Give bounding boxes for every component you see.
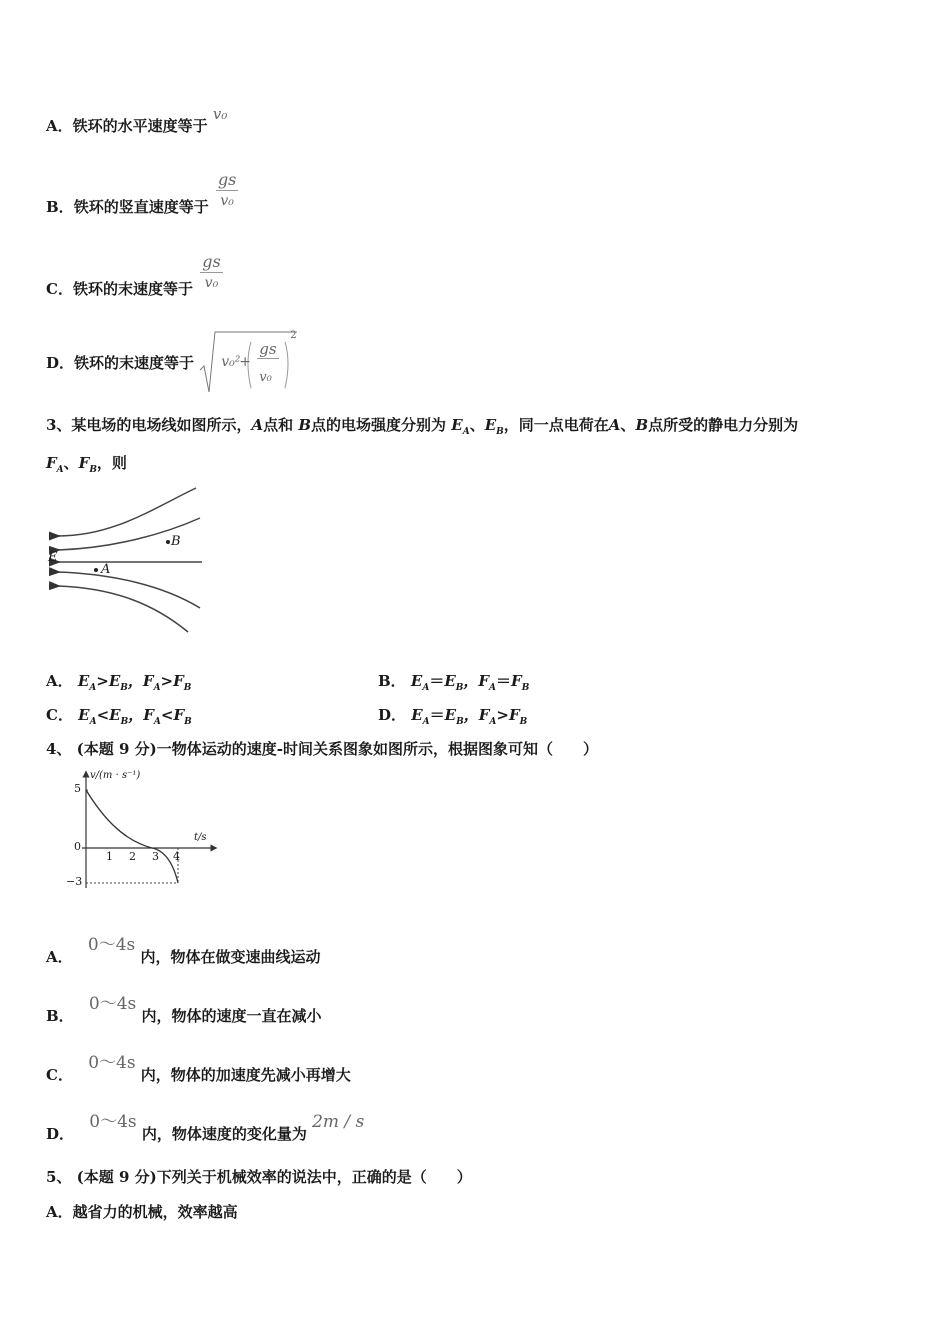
exponent: 2 (290, 330, 297, 341)
option-label: A． (46, 948, 73, 966)
v0-squared: v₀² (221, 354, 241, 370)
relation: ＝ (429, 672, 445, 690)
fa-symbol (46, 454, 64, 475)
point-a-dot (94, 568, 98, 572)
time-range: 0～4s (88, 1053, 136, 1073)
q3-stem-line1 (46, 414, 798, 437)
q3-option-b (378, 670, 529, 693)
time-range: 0～4s (88, 994, 137, 1014)
q3-stem-line2 (46, 452, 127, 475)
option-label: A． (46, 1203, 73, 1221)
velocity-time-graph (62, 770, 222, 896)
option-label: A． (46, 672, 73, 690)
subscript: B (496, 427, 504, 437)
numerator: gs (202, 252, 221, 271)
field-lines-diagram (44, 484, 214, 636)
option-text: 铁环的末速度等于 (74, 354, 195, 372)
q3-option-c (46, 704, 192, 727)
q4-option-a (46, 930, 321, 966)
q4-option-b (46, 989, 322, 1025)
option-expr: $E_A<E_B$，$F_A<F_B$ (72, 706, 192, 727)
relation: > (96, 672, 109, 690)
subscript: A (462, 427, 470, 437)
field-line-4 (58, 572, 200, 608)
point-b: B (298, 416, 312, 434)
y-tick-5: 5 (74, 782, 81, 795)
option-label: C． (46, 706, 73, 724)
fb-symbol (78, 454, 97, 475)
label-a: A (101, 562, 111, 577)
option-expr: $E_A=E_B$，$F_A>F_B$ (406, 706, 528, 727)
point-b: B (635, 416, 649, 434)
time-range: 0～4s (89, 1112, 137, 1132)
q4-option-c (46, 1048, 351, 1084)
plus-sign: + (239, 354, 251, 370)
denominator: v₀ (220, 193, 234, 209)
relation: ＝ (496, 672, 512, 690)
vt-graph-svg (62, 770, 222, 892)
y-tick-minus3: −3 (66, 875, 83, 888)
y-axis-label: v/(m · s⁻¹) (90, 770, 141, 781)
sqrt-expression (199, 330, 299, 394)
velocity-change-value: 2m / s (312, 1112, 365, 1132)
f-letter: F (46, 454, 57, 472)
stem-text: 3、某电场的电场线如图所示， (46, 416, 252, 434)
numerator: gs (259, 340, 277, 358)
option-label: D． (46, 1125, 75, 1143)
q2-option-d (46, 330, 299, 394)
formula-v0: v₀ (212, 105, 228, 123)
label-e: E (48, 550, 58, 565)
relation: > (496, 706, 509, 724)
stem-text: ，则 (96, 454, 127, 472)
denominator: v₀ (259, 370, 272, 385)
option-text: 铁环的末速度等于 (72, 279, 193, 298)
option-expr: $E_A=E_B$，$F_A=F_B$ (405, 672, 530, 693)
option-text: 内，物体的速度一直在减小 (141, 1007, 322, 1025)
relation: > (160, 672, 174, 690)
subscript: B (89, 465, 97, 475)
point-a: A (251, 416, 264, 434)
point-a: A (608, 416, 621, 434)
relation: < (160, 706, 174, 724)
option-text: 铁环的水平速度等于 (72, 117, 208, 135)
x-tick-2: 2 (129, 850, 136, 863)
fraction-gs-over-v0 (200, 252, 222, 291)
q3-option-a (46, 670, 191, 693)
point-b-dot (166, 540, 170, 544)
e-letter: E (484, 416, 497, 434)
option-label: D． (378, 706, 407, 724)
option-text: 内，物体在做变速曲线运动 (140, 948, 321, 966)
q4-stem: 4、 (本题 9 分)一物体运动的速度-时间关系图象如图所示，根据图象可知（ ） (46, 740, 598, 758)
time-range: 0～4s (87, 935, 136, 955)
option-label: B． (46, 197, 74, 216)
label-b: B (171, 534, 181, 549)
denominator: v₀ (204, 275, 219, 291)
eb-symbol (484, 416, 504, 437)
e-letter: E (451, 416, 463, 434)
relation: ＝ (429, 706, 445, 724)
fraction-gs-over-v0 (216, 170, 238, 209)
q2-option-b (46, 170, 240, 216)
x-tick-3: 3 (152, 850, 159, 863)
stem-text: 点所受的静电力分别为 (648, 416, 799, 434)
f-letter: F (78, 454, 90, 472)
option-label: C． (46, 279, 73, 298)
option-text: 铁环的竖直速度等于 (73, 197, 209, 216)
option-label: D． (46, 354, 75, 372)
option-label: B． (378, 672, 406, 690)
option-expr: $E_A>E_B$，$F_A>F_B$ (72, 672, 192, 693)
option-text: 越省力的机械，效率越高 (72, 1203, 238, 1221)
option-text: 内，物体的加速度先减小再增大 (140, 1066, 351, 1084)
separator: 、 (620, 416, 636, 434)
field-line-1 (58, 488, 196, 536)
separator: 、 (63, 454, 79, 472)
ea-symbol (451, 416, 470, 437)
x-tick-1: 1 (106, 850, 113, 863)
q2-option-c (46, 252, 225, 298)
electric-field-figure (44, 484, 214, 640)
option-label: B． (46, 1007, 74, 1025)
q2-option-a (46, 105, 228, 136)
option-label: A． (46, 117, 73, 135)
q4-option-d (46, 1107, 365, 1143)
stem-text: 点的电场强度分别为 (311, 416, 447, 434)
subscript: A (56, 465, 64, 475)
x-tick-4: 4 (173, 850, 180, 863)
relation: < (96, 706, 110, 724)
q3-option-d (378, 704, 527, 727)
separator: 、 (469, 416, 485, 434)
option-text: 内，物体速度的变化量为 (141, 1125, 307, 1143)
q5-option-a (46, 1201, 238, 1222)
option-label: C． (46, 1066, 73, 1084)
q5-stem: 5、 (本题 9 分)下列关于机械效率的说法中，正确的是（ ） (46, 1168, 472, 1186)
stem-text: ，同一点电荷在 (503, 416, 609, 434)
velocity-curve (86, 790, 178, 883)
stem-text: 点和 (263, 416, 294, 434)
x-axis-label: t/s (194, 832, 207, 843)
numerator: gs (217, 170, 237, 189)
y-tick-0: 0 (74, 840, 81, 853)
